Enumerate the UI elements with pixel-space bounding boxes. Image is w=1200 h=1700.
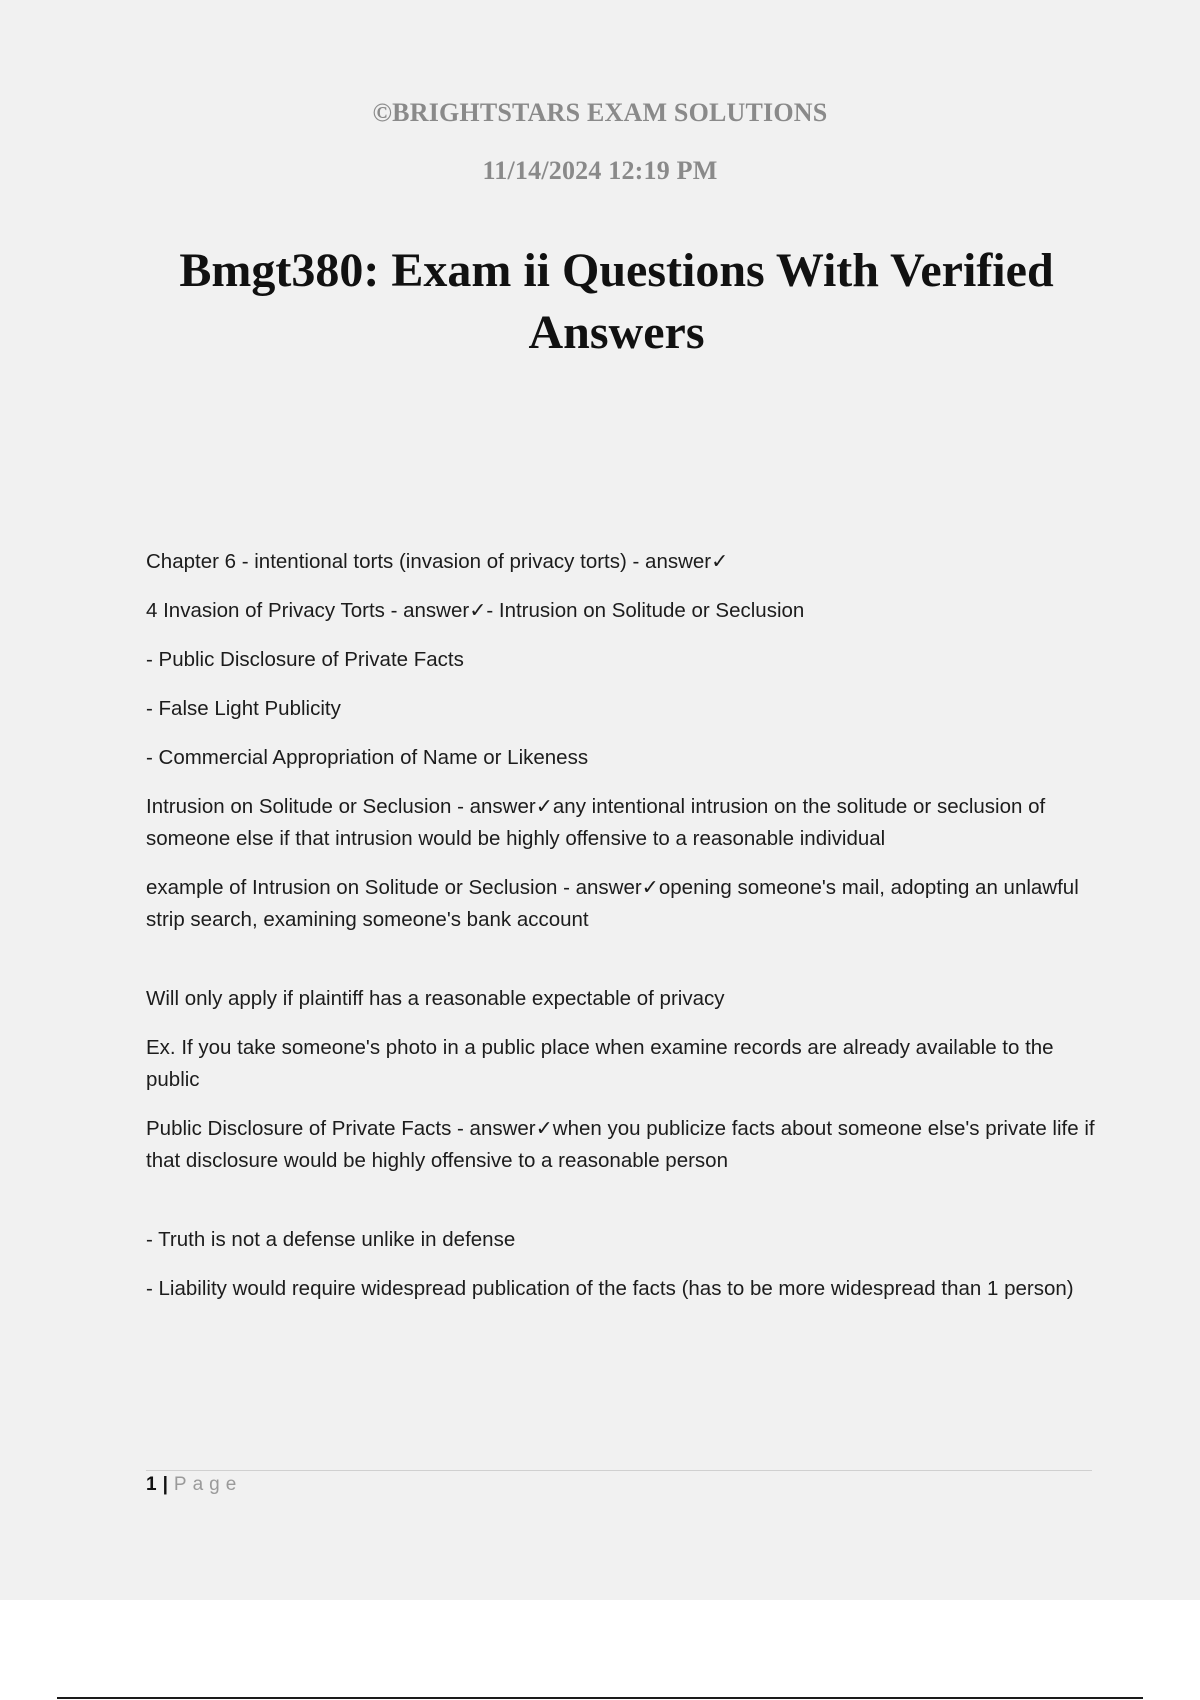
paragraph-public-disclosure-definition: Public Disclosure of Private Facts - answer✓when you publicize facts about someone else's private life if that disclosure would be highly offensive to a reasonable person	[146, 1117, 1095, 1172]
list-item-false-light: - False Light Publicity	[146, 697, 341, 720]
paragraph-intrusion-definition: Intrusion on Solitude or Seclusion - answer✓any intentional intrusion on the solitude or seclusion of someone else if that intrusion would be highly offensive to a reasonable individual	[146, 795, 1046, 850]
footer-separator: |	[162, 1474, 168, 1495]
page-label: Page	[173, 1474, 243, 1495]
list-item-public-disclosure: - Public Disclosure of Private Facts	[146, 648, 464, 671]
page-number: 1	[146, 1474, 157, 1495]
list-item-commercial-appropriation: - Commercial Appropriation of Name or Likeness	[146, 746, 589, 769]
next-page-top-rule	[57, 1697, 1143, 1699]
document-title: Bmgt380: Exam ii Questions With Verified Answers	[179, 244, 1054, 359]
paragraph-chapter-heading: Chapter 6 - intentional torts (invasion of privacy torts) - answer✓	[146, 550, 729, 573]
footer-divider	[146, 1470, 1092, 1471]
paragraph-expectation-privacy: Will only apply if plaintiff has a reasonable expectable of privacy	[146, 987, 725, 1010]
paragraph-public-photo-example: Ex. If you take someone's photo in a public place when examine records are already available to the public	[146, 1036, 1054, 1091]
document-body	[146, 546, 1096, 1322]
header-brand: ©BRIGHTSTARS EXAM SOLUTIONS	[372, 98, 828, 127]
paragraph-invasion-torts: 4 Invasion of Privacy Torts - answer✓- Intrusion on Solitude or Seclusion	[146, 599, 805, 622]
header-datetime: 11/14/2024 12:19 PM	[482, 156, 718, 185]
page-footer	[146, 1474, 242, 1496]
paragraph-intrusion-example: example of Intrusion on Solitude or Seclusion - answer✓opening someone's mail, adopting an unlawful strip search, examining someone's bank account	[146, 876, 1079, 931]
list-item-truth-defense: - Truth is not a defense unlike in defense	[146, 1228, 516, 1251]
list-item-liability-publication: - Liability would require widespread publication of the facts (has to be more widespread than 1 person)	[146, 1277, 1074, 1300]
